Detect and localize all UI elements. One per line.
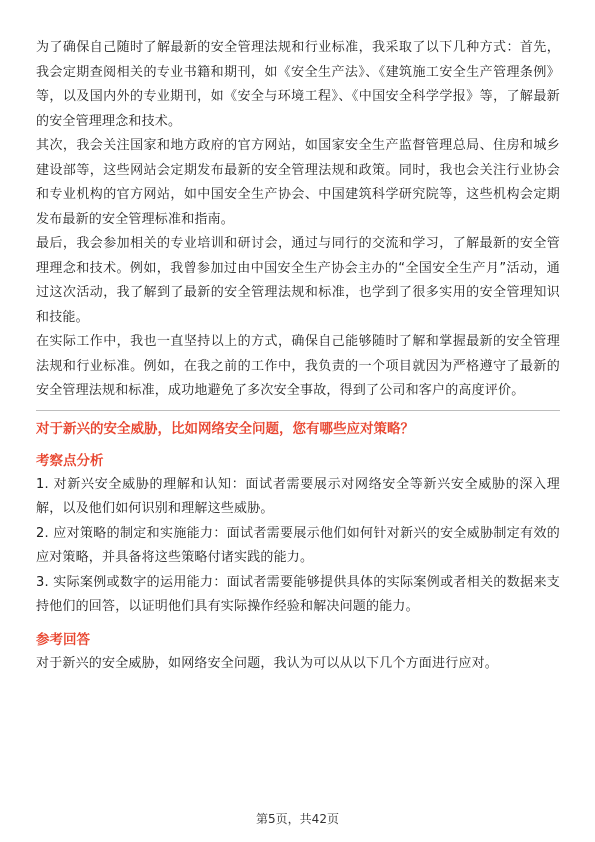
answer-paragraph-3: 最后，我会参加相关的专业培训和研讨会，通过与同行的交流和学习，了解最新的安全管理理念和技术。例如，我曾参加过由中国安全生产协会主办的“全国安全生产月”活动，通过这次活动，我了解到了最新的安全管理法规和标准，也学到了很多实用的安全管理知识和技能。 (36, 236, 560, 325)
page-number: 第5页，共42页 (256, 812, 339, 826)
answer-paragraph-4: 在实际工作中，我也一直坚持以上的方式，确保自己能够随时了解和掌握最新的安全管理法规和行业标准。例如，在我之前的工作中，我负责的一个项目就因为严格遵守了最新的安全管理法规和标准，成功地避免了多次安全事故，得到了公司和客户的高度评价。 (36, 334, 560, 398)
analysis-heading: 考察点分析 (36, 452, 104, 469)
analysis-item-2: 2. 应对策略的制定和实施能力：面试者需要展示他们如何针对新兴的安全威胁制定有效的应对策略，并具备将这些策略付诸实践的能力。 (36, 525, 560, 565)
answer-paragraph-2: 其次，我会关注国家和地方政府的官方网站，如国家安全生产监督管理总局、住房和城乡建设部等，这些网站会定期发布最新的安全管理法规和政策。同时，我也会关注行业协会和专业机构的官方网站，如中国安全生产协会、中国建筑科学研究院等，这些机构会定期发布最新的安全管理标准和指南。 (36, 138, 560, 227)
document-body (36, 36, 560, 676)
reference-heading: 参考回答 (36, 631, 90, 648)
analysis-item-3: 3. 实际案例或数字的运用能力：面试者需要能够提供具体的实际案例或者相关的数据来支持他们的回答，以证明他们具有实际操作经验和解决问题的能力。 (36, 574, 560, 614)
section-divider (36, 410, 560, 411)
interview-question: 对于新兴的安全威胁，比如网络安全问题，您有哪些应对策略？ (36, 420, 414, 437)
analysis-item-1: 1. 对新兴安全威胁的理解和认知：面试者需要展示对网络安全等新兴安全威胁的深入理解，以及他们如何识别和理解这些威胁。 (36, 476, 560, 516)
reference-answer-text: 对于新兴的安全威胁，如网络安全问题，我认为可以从以下几个方面进行应对。 (36, 655, 499, 671)
answer-paragraph-1: 为了确保自己随时了解最新的安全管理法规和行业标准，我采取了以下几种方式：首先，我会定期查阅相关的专业书籍和期刊，如《安全生产法》、《建筑施工安全生产管理条例》等，以及国内外的专业期刊，如《安全与环境工程》、《中国安全科学学报》等，了解最新的安全管理理念和技术。 (36, 40, 560, 129)
